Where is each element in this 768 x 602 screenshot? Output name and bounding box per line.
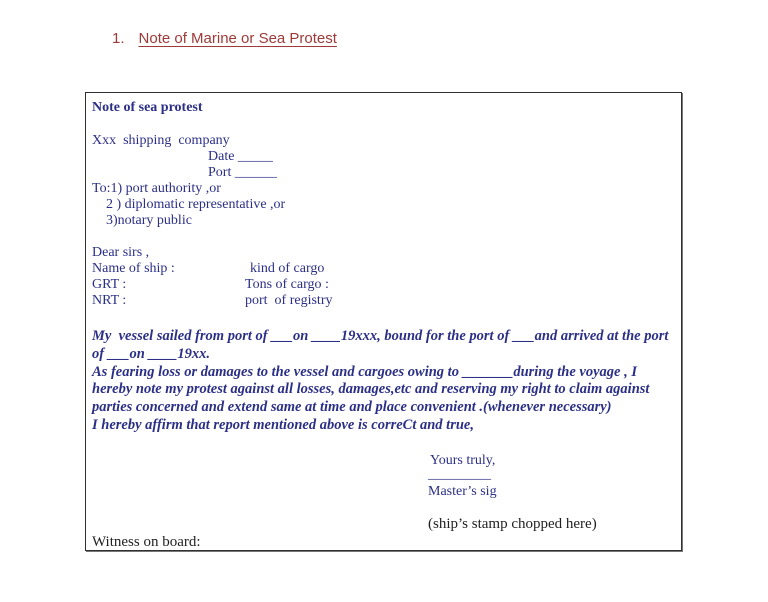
date-blank-line: Date _____	[208, 149, 273, 164]
cargo-tons-label: Tons of cargo :	[245, 277, 329, 292]
port-blank-line: Port ______	[208, 165, 277, 180]
master-signature-label: Master’s sig	[428, 484, 497, 499]
grt-label: GRT :	[92, 277, 127, 292]
addressee-option-2: 2 ) diplomatic representative ,or	[106, 197, 286, 212]
ship-name-label: Name of ship :	[92, 261, 175, 276]
nrt-label: NRT :	[92, 293, 127, 308]
addressee-option-3: 3)notary public	[106, 213, 192, 228]
protest-body	[92, 328, 674, 435]
addressee-option-1: To:1) port authority ,or	[92, 181, 221, 196]
ship-stamp-note: (ship’s stamp chopped here)	[428, 516, 597, 532]
signature-line: _________	[428, 467, 491, 482]
note-title: Note of sea protest	[92, 100, 203, 115]
body-paragraph-voyage: My vessel sailed from port of ___on ____19xxx, bound for the port of ___and arrived at the port of ___on ____19xx.	[92, 328, 673, 362]
protest-note-box	[85, 92, 682, 551]
registry-port-label: port of registry	[245, 293, 333, 308]
section-heading	[112, 30, 337, 47]
witness-label: Witness on board:	[92, 534, 201, 550]
body-paragraph-affirm: I hereby affirm that report mentioned above is correCt and true,	[92, 416, 474, 433]
salutation: Dear sirs ,	[92, 245, 150, 260]
closing-yours-truly: Yours truly,	[430, 453, 496, 468]
body-paragraph-protest: As fearing loss or damages to the vessel and cargoes owing to _______during the voyage , I hereby note my protest against all losses, damages,etc and reserving my right to claim against parties concerned and extend same at time and place convenient .(whenever necessary)	[92, 363, 654, 416]
company-line: Xxx shipping company	[92, 133, 230, 148]
cargo-kind-label: kind of cargo	[250, 261, 325, 276]
heading-number: 1.	[112, 30, 125, 47]
heading-title: Note of Marine or Sea Protest	[138, 30, 337, 47]
